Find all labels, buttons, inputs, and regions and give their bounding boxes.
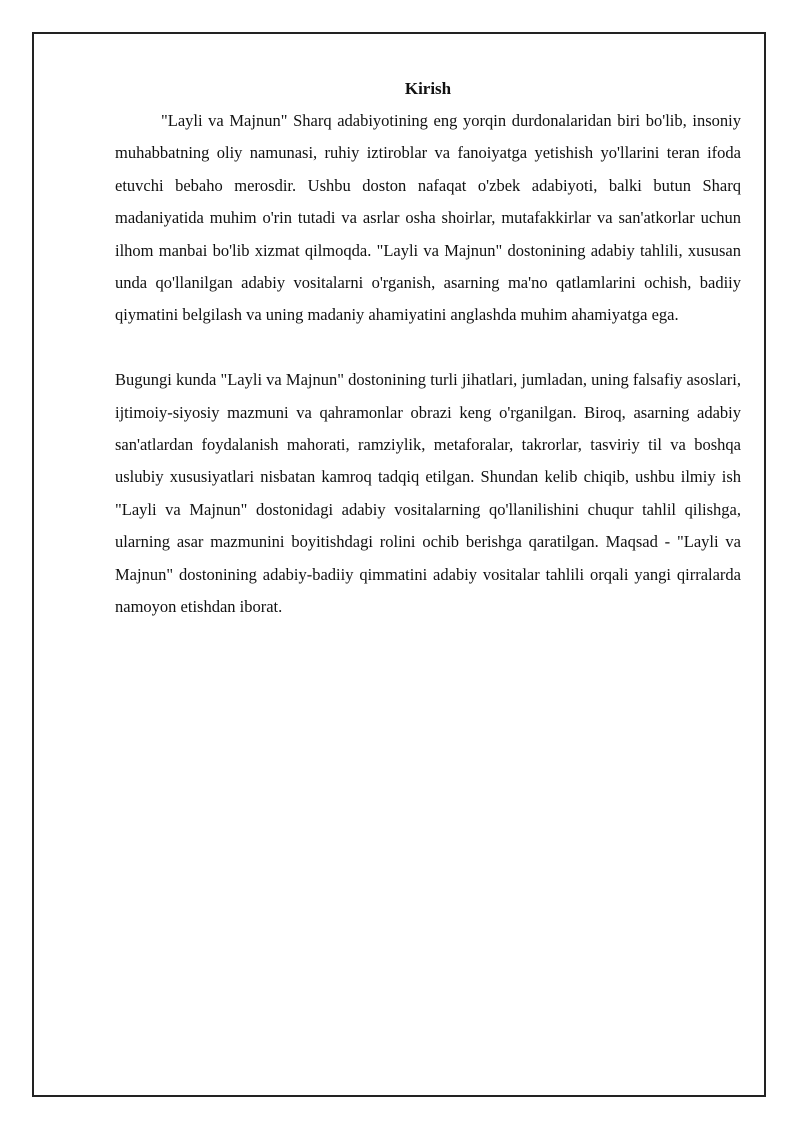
paragraph-purpose: Bugungi kunda "Layli va Majnun" dostonining turli jihatlari, jumladan, uning falsafiy asoslari, ijtimoiy-siyosiy mazmuni va qahramonlar obrazi keng o'rganilgan. Biroq, asarning adabiy san'atlardan foydalanish mahorati, ramziylik, metaforalar, takrorlar, tasviriy til va boshqa uslubiy xususiyatlari nisbatan kamroq tadqiq etilgan. Shundan kelib chiqib, ushbu ilmiy ish "Layli va Majnun" dostonidagi adabiy vositalarning qo'llanilishini chuqur tahlil qilishga, ularning asar mazmunini boyitishdagi rolini ochib berishga qaratilgan. Maqsad - "Layli va Majnun" dostonining adabiy-badiiy qimmatini adabiy vositalar tahlili orqali yangi qirralarda namoyon etishdan iborat. <box>115 370 741 617</box>
paragraph-intro: "Layli va Majnun" Sharq adabiyotining eng yorqin durdonalaridan biri bo'lib, insoniy muhabbatning oliy namunasi, ruhiy iztiroblar va fanoiyatga yetishish yo'llarini teran ifoda etuvchi bebaho merosdir. Ushbu doston nafaqat o'zbek adabiyoti, balki butun Sharq madaniyatida muhim o'rin tutadi va asrlar osha shoirlar, mutafakkirlar va san'atkorlar uchun ilhom manbai bo'lib xizmat qilmoqda. "Layli va Majnun" dostonining adabiy tahlili, xususan unda qo'llanilgan adabiy vositalarni o'rganish, asarning ma'no qatlamlarini ochish, badiiy qiymatini belgilash va uning madaniy ahamiyatini anglashda muhim ahamiyatga ega. <box>115 111 741 325</box>
paragraph-spacer <box>115 332 741 364</box>
document-body <box>115 75 741 623</box>
section-heading: Kirish <box>404 79 452 98</box>
